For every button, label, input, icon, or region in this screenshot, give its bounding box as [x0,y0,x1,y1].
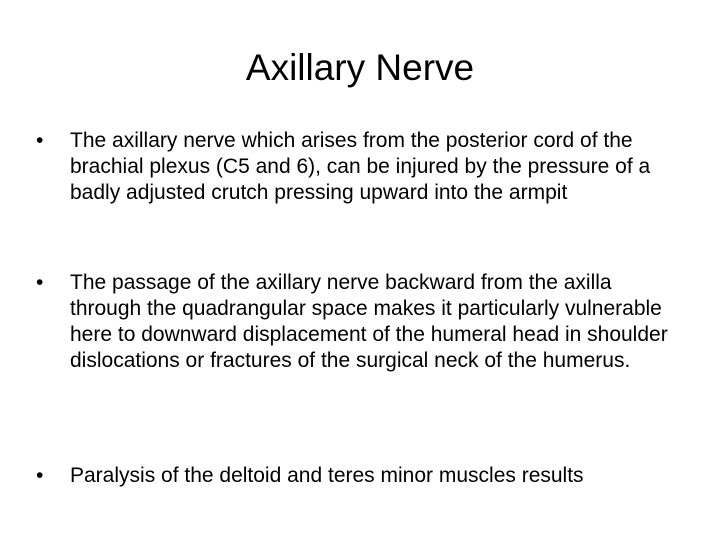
bullet-text: The passage of the axillary nerve backward from the axilla through the quadrangular space makes it particularly vulnerable here to downward displacement of the humeral head in shoulder dislocations or fractures of the surgical neck of the humerus. [70,271,668,372]
bullet-text: The axillary nerve which arises from the posterior cord of the brachial plexus (C5 and 6), can be injured by the pressure of a badly adjusted crutch pressing upward into the armpit [70,129,651,204]
bullet-marker: • [36,271,44,294]
bullet-text: Paralysis of the deltoid and teres minor muscles results [70,464,584,487]
bullet-item-3 [36,463,676,489]
slide-title: Axillary Nerve [245,47,475,88]
bullet-marker: • [36,464,44,487]
bullet-marker: • [36,129,44,152]
bullet-item-2 [36,270,676,374]
bullet-item-1 [36,128,676,206]
